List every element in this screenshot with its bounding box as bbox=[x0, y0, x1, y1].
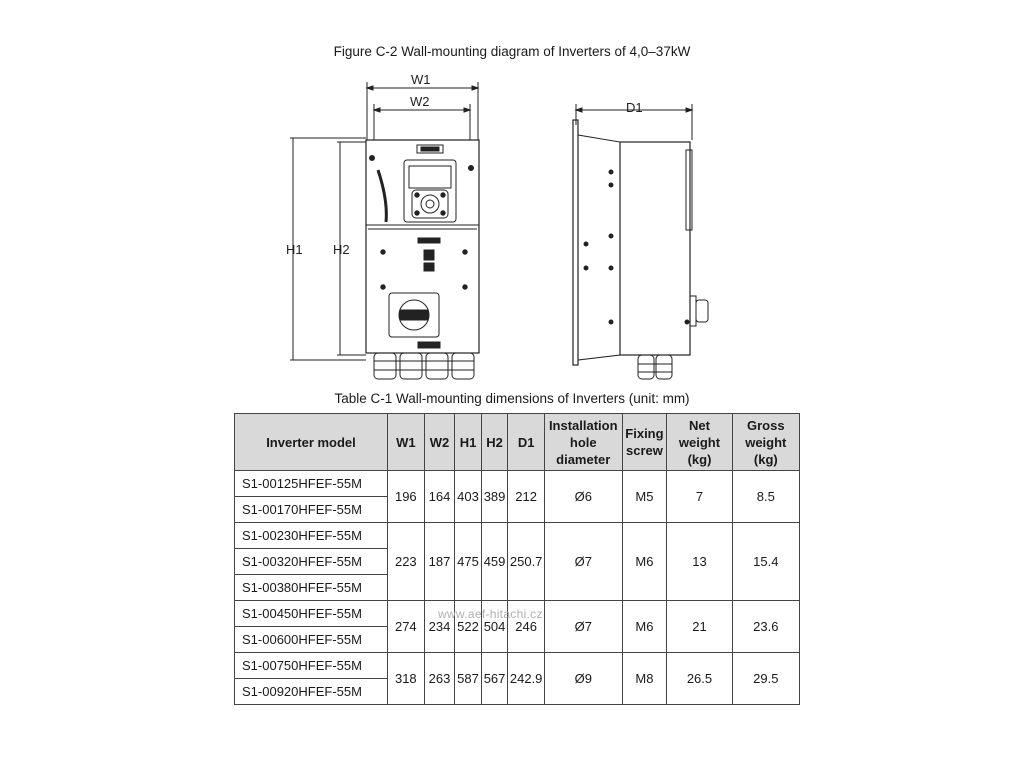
col-header-model: Inverter model bbox=[235, 414, 388, 471]
front-view bbox=[290, 82, 479, 379]
w1-cell: 318 bbox=[387, 653, 424, 705]
w1-cell: 196 bbox=[387, 471, 424, 523]
net-weight-cell: 13 bbox=[667, 523, 732, 601]
h2-cell: 389 bbox=[481, 471, 508, 523]
gross-header-line: (kg) bbox=[753, 451, 778, 467]
gross-weight-cell: 15.4 bbox=[732, 523, 799, 601]
hole-header-line: diameter bbox=[556, 451, 611, 467]
h1-cell: 587 bbox=[455, 653, 482, 705]
model-cell: S1-00125HFEF-55M bbox=[235, 471, 388, 497]
h1-cell: 403 bbox=[455, 471, 482, 523]
col-header-w2: W2 bbox=[424, 414, 455, 471]
col-header-gross-weight bbox=[732, 414, 799, 471]
col-header-fixing-screw bbox=[622, 414, 667, 471]
screw-cell: M8 bbox=[622, 653, 667, 705]
model-cell: S1-00380HFEF-55M bbox=[235, 575, 388, 601]
col-header-hole-diameter bbox=[545, 414, 623, 471]
label-w1: W1 bbox=[411, 72, 431, 87]
net-weight-cell: 7 bbox=[667, 471, 732, 523]
d1-cell: 250.7 bbox=[508, 523, 545, 601]
model-cell: S1-00450HFEF-55M bbox=[235, 601, 388, 627]
label-h2: H2 bbox=[333, 242, 350, 257]
hole-header-line: hole bbox=[569, 434, 597, 450]
screw-header-line: Fixing bbox=[625, 426, 664, 441]
net-header-line: weight bbox=[678, 434, 721, 450]
label-d1: D1 bbox=[626, 100, 643, 115]
w2-cell: 234 bbox=[424, 601, 455, 653]
net-header-line: Net bbox=[689, 417, 710, 433]
h2-cell: 504 bbox=[481, 601, 508, 653]
hole-cell: Ø7 bbox=[545, 601, 623, 653]
label-h1: H1 bbox=[286, 242, 303, 257]
gross-weight-cell: 29.5 bbox=[732, 653, 799, 705]
h2-cell: 567 bbox=[481, 653, 508, 705]
dimensions-table bbox=[234, 413, 800, 705]
h1-cell: 475 bbox=[455, 523, 482, 601]
table-row bbox=[235, 653, 800, 679]
screw-header-line: screw bbox=[625, 443, 663, 458]
gross-header-line: Gross bbox=[747, 417, 785, 433]
net-header-line: (kg) bbox=[687, 451, 712, 467]
side-view bbox=[573, 104, 708, 379]
figure-title: Figure C-2 Wall-mounting diagram of Inverters of 4,0–37kW bbox=[333, 44, 691, 59]
model-cell: S1-00920HFEF-55M bbox=[235, 679, 388, 705]
hole-cell: Ø7 bbox=[545, 523, 623, 601]
wall-mounting-diagram bbox=[270, 66, 740, 396]
model-cell: S1-00320HFEF-55M bbox=[235, 549, 388, 575]
screw-cell: M6 bbox=[622, 601, 667, 653]
model-cell: S1-00750HFEF-55M bbox=[235, 653, 388, 679]
model-cell: S1-00230HFEF-55M bbox=[235, 523, 388, 549]
table-row bbox=[235, 471, 800, 497]
h1-cell: 522 bbox=[455, 601, 482, 653]
table-title: Table C-1 Wall-mounting dimensions of Inverters (unit: mm) bbox=[334, 391, 690, 406]
table-header-row bbox=[235, 414, 800, 471]
table-row bbox=[235, 523, 800, 549]
w2-cell: 263 bbox=[424, 653, 455, 705]
gross-header-line: weight bbox=[745, 434, 787, 450]
col-header-h1: H1 bbox=[455, 414, 482, 471]
net-weight-cell: 26.5 bbox=[667, 653, 732, 705]
d1-cell: 212 bbox=[508, 471, 545, 523]
w2-cell: 164 bbox=[424, 471, 455, 523]
label-w2: W2 bbox=[410, 94, 430, 109]
hole-header-line: Installation bbox=[548, 417, 618, 433]
col-header-net-weight bbox=[667, 414, 732, 471]
model-cell: S1-00600HFEF-55M bbox=[235, 627, 388, 653]
w1-cell: 274 bbox=[387, 601, 424, 653]
net-weight-cell: 21 bbox=[667, 601, 732, 653]
screw-cell: M5 bbox=[622, 471, 667, 523]
col-header-d1: D1 bbox=[508, 414, 545, 471]
watermark: www.aef-hitachi.cz bbox=[438, 607, 543, 621]
hole-cell: Ø9 bbox=[545, 653, 623, 705]
w1-cell: 223 bbox=[387, 523, 424, 601]
col-header-h2: H2 bbox=[481, 414, 508, 471]
screw-cell: M6 bbox=[622, 523, 667, 601]
gross-weight-cell: 23.6 bbox=[732, 601, 799, 653]
w2-cell: 187 bbox=[424, 523, 455, 601]
d1-cell: 242.9 bbox=[508, 653, 545, 705]
gross-weight-cell: 8.5 bbox=[732, 471, 799, 523]
d1-cell: 246 bbox=[508, 601, 545, 653]
col-header-w1: W1 bbox=[387, 414, 424, 471]
h2-cell: 459 bbox=[481, 523, 508, 601]
model-cell: S1-00170HFEF-55M bbox=[235, 497, 388, 523]
hole-cell: Ø6 bbox=[545, 471, 623, 523]
